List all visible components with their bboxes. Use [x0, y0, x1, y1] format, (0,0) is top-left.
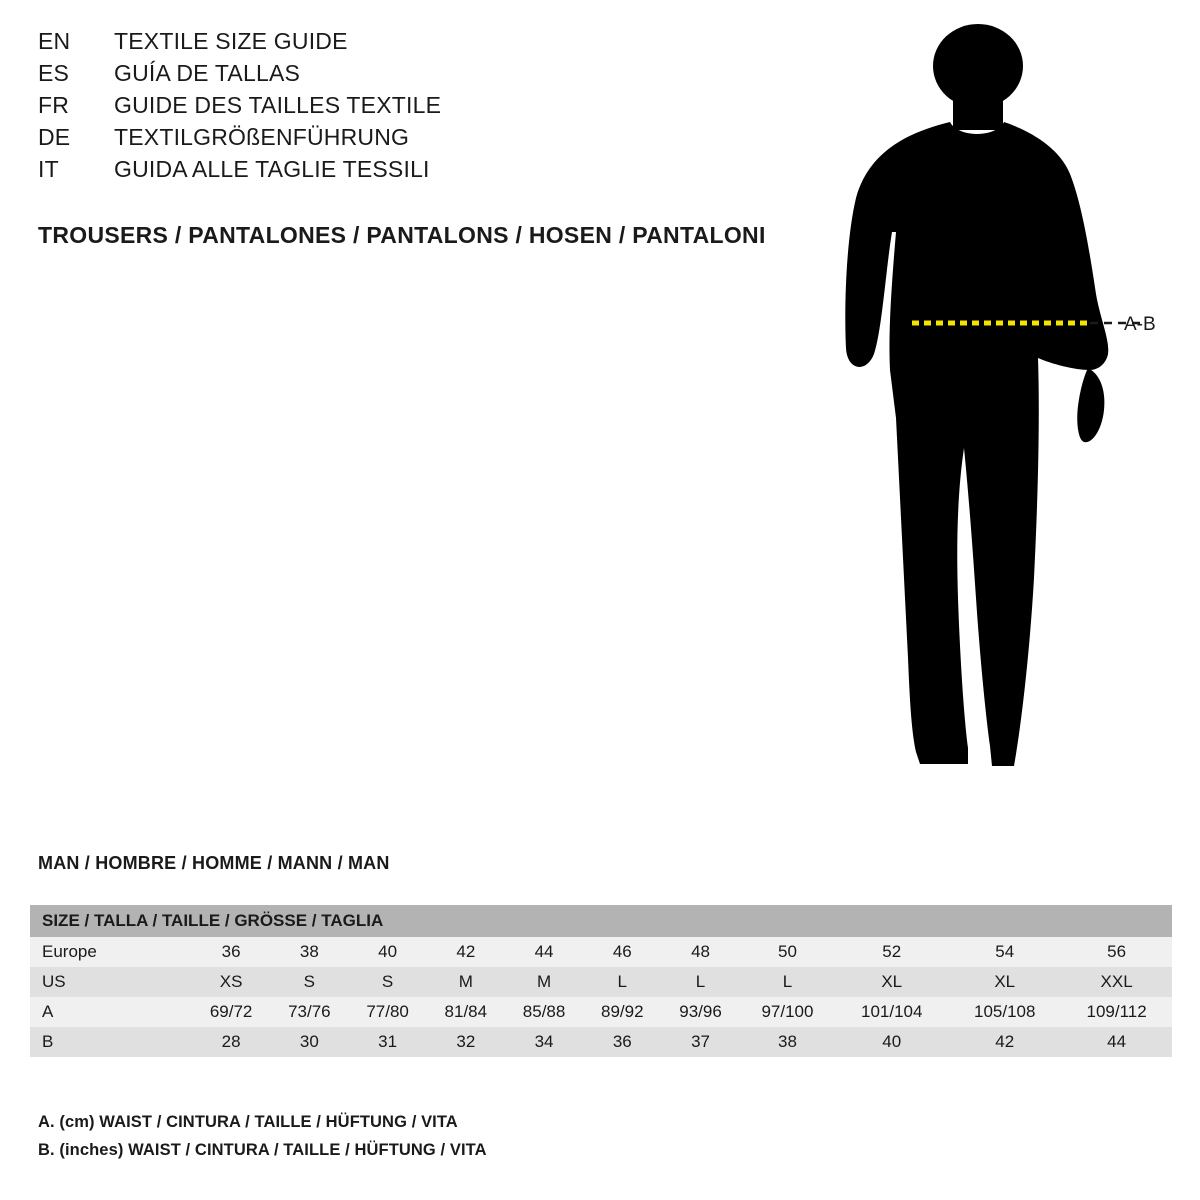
- footnote-a: A. (cm) WAIST / CINTURA / TAILLE / HÜFTUNG / VITA: [38, 1113, 458, 1131]
- language-row: [38, 156, 818, 188]
- table-cell: L: [740, 967, 836, 997]
- table-row: [30, 997, 1172, 1027]
- language-title: TEXTILE SIZE GUIDE: [114, 28, 348, 54]
- table-cell: 31: [348, 1027, 426, 1057]
- table-cell: 73/76: [270, 997, 348, 1027]
- language-row: [38, 60, 818, 92]
- table-cell: 32: [427, 1027, 505, 1057]
- footnotes: [38, 1108, 487, 1164]
- footnote-b: B. (inches) WAIST / CINTURA / TAILLE / HÜFTUNG / VITA: [38, 1141, 487, 1159]
- language-title: GUIDA ALLE TAGLIE TESSILI: [114, 156, 430, 182]
- language-title: GUIDE DES TAILLES TEXTILE: [114, 92, 442, 118]
- table-cell: XL: [948, 967, 1061, 997]
- table-cell: 37: [661, 1027, 739, 1057]
- table-cell: 36: [583, 1027, 661, 1057]
- table-cell: 81/84: [427, 997, 505, 1027]
- table-cell: 28: [192, 1027, 270, 1057]
- language-code: IT: [38, 156, 59, 182]
- table-cell: 93/96: [661, 997, 739, 1027]
- language-code: ES: [38, 60, 70, 86]
- table-header-row: [30, 905, 1172, 937]
- language-row: [38, 92, 818, 124]
- table-cell: 56: [1061, 937, 1172, 967]
- table-cell: 109/112: [1061, 997, 1172, 1027]
- table-cell: 42: [427, 937, 505, 967]
- table-row: [30, 937, 1172, 967]
- table-cell: 85/88: [505, 997, 583, 1027]
- language-title: GUÍA DE TALLAS: [114, 60, 301, 86]
- table-cell: 38: [270, 937, 348, 967]
- table-cell: 34: [505, 1027, 583, 1057]
- table-header-title: SIZE / TALLA / TAILLE / GRÖSSE / TAGLIA: [30, 905, 1172, 937]
- table-cell: 69/72: [192, 997, 270, 1027]
- table-cell: 52: [835, 937, 948, 967]
- language-title-list: [38, 28, 818, 188]
- garment-type-title: TROUSERS / PANTALONES / PANTALONS / HOSEN / PANTALONI: [38, 222, 766, 248]
- table-cell: XXL: [1061, 967, 1172, 997]
- size-table: [30, 905, 1172, 1057]
- male-silhouette-icon: [845, 24, 1108, 766]
- row-label: B: [30, 1027, 192, 1057]
- table-cell: L: [583, 967, 661, 997]
- row-label: A: [30, 997, 192, 1027]
- waist-measure-label: A-B: [1124, 314, 1156, 335]
- table-caption: MAN / HOMBRE / HOMME / MANN / MAN: [38, 853, 390, 873]
- table-cell: M: [427, 967, 505, 997]
- table-cell: 44: [505, 937, 583, 967]
- table-cell: S: [348, 967, 426, 997]
- table-cell: 97/100: [740, 997, 836, 1027]
- table-cell: S: [270, 967, 348, 997]
- language-row: [38, 124, 818, 156]
- language-row: [38, 28, 818, 60]
- row-label: Europe: [30, 937, 192, 967]
- table-row: [30, 1027, 1172, 1057]
- table-cell: L: [661, 967, 739, 997]
- table-cell: 101/104: [835, 997, 948, 1027]
- table-cell: 46: [583, 937, 661, 967]
- table-cell: 77/80: [348, 997, 426, 1027]
- table-cell: 105/108: [948, 997, 1061, 1027]
- table-cell: M: [505, 967, 583, 997]
- table-cell: 54: [948, 937, 1061, 967]
- table-cell: 40: [835, 1027, 948, 1057]
- table-cell: 36: [192, 937, 270, 967]
- table-cell: 38: [740, 1027, 836, 1057]
- table-cell: 30: [270, 1027, 348, 1057]
- table-cell: 89/92: [583, 997, 661, 1027]
- table-cell: XL: [835, 967, 948, 997]
- table-cell: 48: [661, 937, 739, 967]
- table-cell: 42: [948, 1027, 1061, 1057]
- language-code: FR: [38, 92, 70, 118]
- table-cell: 50: [740, 937, 836, 967]
- table-cell: 44: [1061, 1027, 1172, 1057]
- body-silhouette-figure: [800, 18, 1200, 808]
- table-cell: XS: [192, 967, 270, 997]
- table-cell: 40: [348, 937, 426, 967]
- language-code: DE: [38, 124, 71, 150]
- row-label: US: [30, 967, 192, 997]
- table-row: [30, 967, 1172, 997]
- language-title: TEXTILGRÖßENFÜHRUNG: [114, 124, 410, 150]
- language-code: EN: [38, 28, 71, 54]
